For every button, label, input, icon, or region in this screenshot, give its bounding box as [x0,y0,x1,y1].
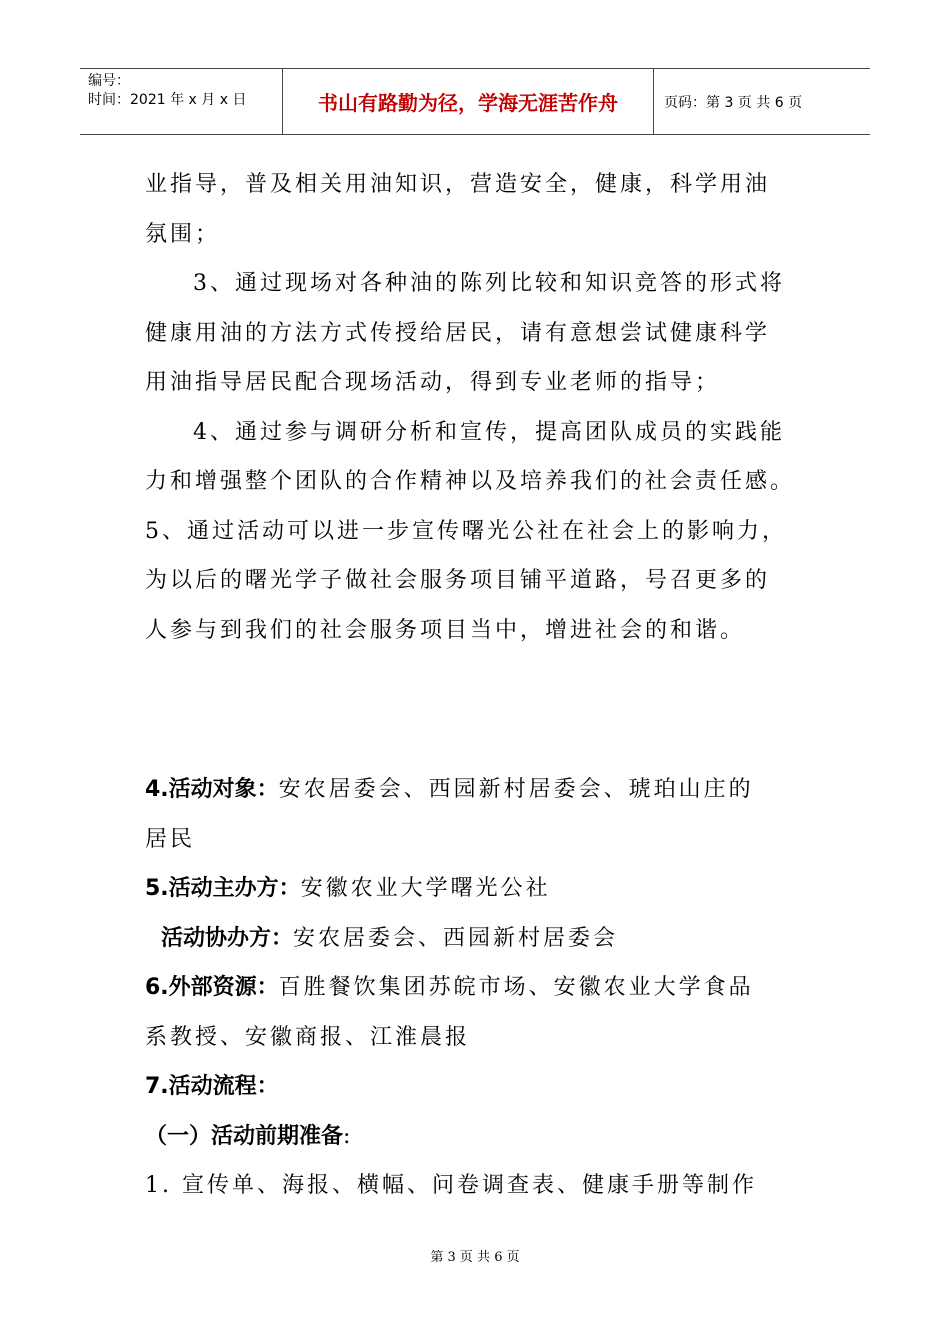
section-text: 安农居委会、西园新村居委会 [293,925,619,951]
page-header [80,68,870,135]
paragraph-line: 系教授、安徽商报、江淮晨报 [145,1024,471,1050]
list-item: 1. 宣传单、海报、横幅、问卷调查表、健康手册等制作 [145,1173,757,1198]
header-motto-cell [283,69,654,134]
section-text: 安农居委会、西园新村居委会、琥珀山庄的 [278,777,754,802]
section-label: 4.活动对象： [145,777,279,802]
paragraph-line: 用油指导居民配合现场活动，得到专业老师的指导； [145,370,721,395]
section-label: 活动协办方： [161,925,294,951]
spacer [145,655,815,765]
paragraph-line: 人参与到我们的社会服务项目当中，增进社会的和谐。 [145,617,746,643]
paragraph-line: 为以后的曙光学子做社会服务项目铺平道路，号召更多的 [145,568,771,593]
section-label: 5.活动主办方： [145,876,301,901]
section-resources [145,963,815,1013]
header-page-info: 页码：第 3 页 共 6 页 [664,94,803,111]
subsection-prep [145,1112,815,1162]
document-body [145,160,815,1211]
header-meta [80,69,283,134]
section-text: 百胜餐饮集团苏皖市场、安徽农业大学食品 [278,975,754,1000]
paragraph-line: 4、通过参与调研分析和宣传，提高团队成员的实践能 [193,419,785,445]
paragraph-line: 健康用油的方法方式传授给居民，请有意想尝试健康科学 [145,320,771,346]
paragraph-line: 5、通过活动可以进一步宣传曙光公社在社会上的影响力， [145,518,787,544]
section-target [145,765,815,815]
subsection-label: （一）活动前期准备 [145,1123,344,1149]
subsection-colon: : [343,1123,354,1149]
paragraph-line: 业指导，普及相关用油知识，营造安全，健康，科学用油 [145,172,771,197]
section-text: 安徽农业大学曙光公社 [300,876,551,901]
header-motto: 书山有路勤为径，学海无涯苦作舟 [318,91,618,115]
paragraph-line: 3、通过现场对各种油的陈列比较和知识竞答的形式将 [193,271,785,296]
paragraph-line: 居民 [145,826,196,852]
section-organizer [145,864,815,914]
section-co-organizer [145,914,815,964]
paragraph-line: 力和增强整个团队的合作精神以及培养我们的社会责任感。 [145,469,796,494]
page-footer: 第 3 页 共 6 页 [430,1250,520,1265]
section-label: 7.活动流程： [145,1074,279,1099]
time-label: 时间：2021 年 x 月 x 日 [88,92,247,108]
section-process [145,1062,815,1112]
paragraph-line: 氛围； [145,221,221,247]
section-label: 6.外部资源： [145,975,279,1000]
number-label: 编号： [88,73,130,89]
